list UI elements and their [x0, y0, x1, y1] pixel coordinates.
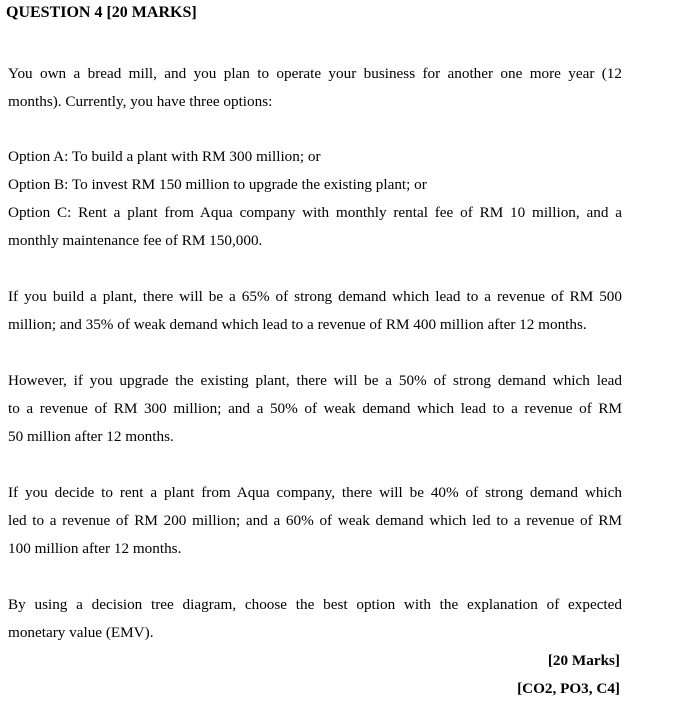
upgrade-case-line-3: 50 million after 12 months. — [8, 428, 174, 445]
rent-case-line-1: If you decide to rent a plant from Aqua company, there will be 40% of strong demand which — [8, 484, 622, 501]
build-case-line-2: million; and 35% of weak demand which lead to a revenue of RM 400 million after 12 months. — [8, 316, 587, 333]
upgrade-case-line-2: to a revenue of RM 300 million; and a 50% of weak demand which lead to a revenue of RM — [8, 400, 622, 417]
build-case-line-1: If you build a plant, there will be a 65% of strong demand which lead to a revenue of RM 500 — [8, 288, 622, 305]
options-paragraph — [8, 143, 622, 255]
marks-label: [20 Marks] — [547, 652, 620, 669]
rent-case-line-3: 100 million after 12 months. — [8, 540, 182, 557]
question-title: QUESTION 4 [20 MARKS] — [6, 4, 197, 21]
intro-paragraph — [8, 60, 622, 116]
task-line-2: monetary value (EMV). — [8, 624, 154, 641]
upgrade-case-paragraph — [8, 367, 622, 451]
rent-case-paragraph — [8, 479, 622, 563]
option-c-continued: monthly maintenance fee of RM 150,000. — [8, 232, 263, 249]
option-c: Option C: Rent a plant from Aqua company with monthly rental fee of RM 10 million, and a — [8, 204, 622, 221]
option-b: Option B: To invest RM 150 million to upgrade the existing plant; or — [8, 176, 427, 193]
task-line-1: By using a decision tree diagram, choose the best option with the explanation of expected — [8, 596, 622, 613]
build-case-paragraph — [8, 283, 622, 339]
course-outcomes-label: [CO2, PO3, C4] — [517, 680, 620, 697]
rent-case-line-2: led to a revenue of RM 200 million; and a 60% of weak demand which led to a revenue of RM — [8, 512, 622, 529]
intro-line-2: months). Currently, you have three options: — [8, 93, 273, 110]
option-a: Option A: To build a plant with RM 300 million; or — [8, 148, 321, 165]
intro-line-1: You own a bread mill, and you plan to operate your business for another one more year (12 — [8, 65, 622, 82]
task-paragraph — [8, 591, 622, 647]
upgrade-case-line-1: However, if you upgrade the existing plant, there will be a 50% of strong demand which lead — [8, 372, 622, 389]
